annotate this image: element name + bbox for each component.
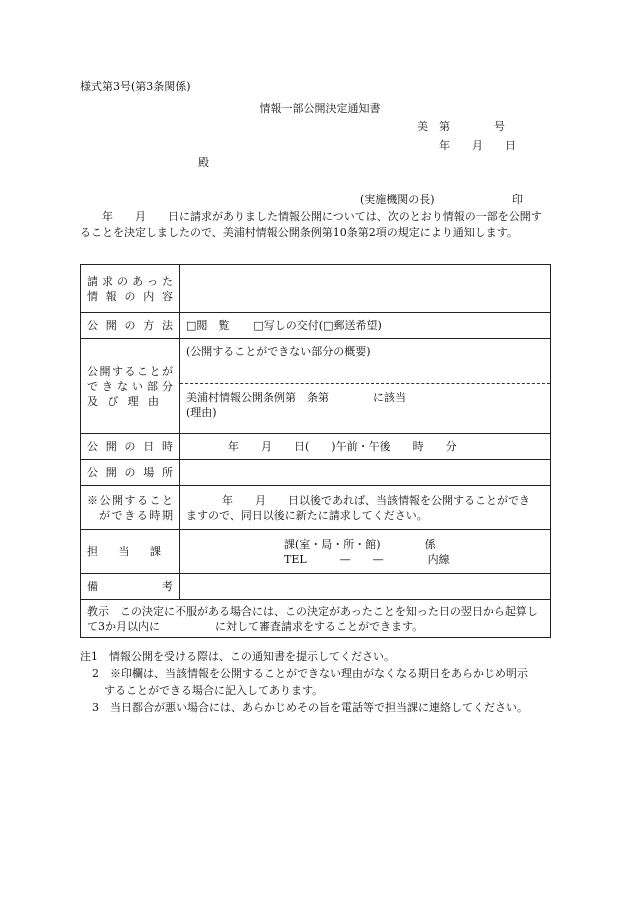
intro-paragraph: 年 月 日に請求がありました情報公開については、次のとおり情報の一部を公開することを決定しましたので、美浦村情報公開条例第10条第2項の規定により通知します。: [80, 210, 542, 239]
row-request-content: [81, 265, 551, 313]
issuer-name: (実施機関の長): [360, 193, 435, 206]
non-disclosable-summary: (公開することができない部分の概要): [186, 345, 371, 358]
value-disclosure-method: [180, 313, 551, 339]
option-viewing-checkbox[interactable]: □閲 覧: [186, 319, 230, 332]
row-disclosure-datetime: [81, 434, 551, 460]
row-disclosure-method: [81, 313, 551, 339]
row-remarks: [81, 574, 551, 600]
ordinance-clause: 美浦村情報公開条例第 条第 に該当: [186, 391, 406, 404]
reason-label: (理由): [186, 406, 217, 419]
footnotes: [80, 648, 560, 716]
note-1: 注1 情報公開を受ける際は、この通知書を提示してください。: [80, 650, 395, 663]
label-disclosure-place: 公開の場所: [81, 460, 180, 486]
label-remarks: 備考: [81, 574, 180, 600]
note-3: 3 当日都合が悪い場合には、あらかじめその旨を電話等で担当課に連絡してください。: [92, 701, 528, 714]
instruction-text: 教示 この決定に不服がある場合には、この決定があったことを知った日の翌日から起算して3か月以内に に対して審査請求をすることができます。: [81, 600, 551, 638]
row-non-disclosable: [81, 339, 551, 434]
row-available-date: [81, 486, 551, 530]
note-2-line-2: することができる場合に記入してあります。: [104, 684, 324, 697]
addressee-suffix: 殿: [198, 156, 209, 169]
value-request-content: [180, 265, 551, 313]
label-request-content: 請求のあった 情報の内容: [81, 265, 180, 313]
label-disclosure-method: 公開の方法: [81, 313, 180, 339]
document-number-field: 美 第 号: [417, 120, 505, 133]
value-remarks: [180, 574, 551, 600]
row-disclosure-place: [81, 460, 551, 486]
row-instruction: [81, 600, 551, 638]
issue-date-field: 年 月 日: [439, 139, 516, 152]
value-disclosure-datetime: 年 月 日( )午前・午後 時 分: [180, 434, 551, 460]
label-contact-section: 担当課: [81, 530, 180, 574]
value-non-disclosable: [180, 339, 551, 434]
label-available-date: ※公開すること ができる時期: [81, 486, 180, 530]
document-title: 情報一部公開決定通知書: [259, 102, 381, 115]
label-disclosure-datetime: 公開の日時: [81, 434, 180, 460]
decision-form-table: [80, 264, 551, 638]
value-disclosure-place: [180, 460, 551, 486]
value-contact-section: 課(室・局・所・館) 係 TEL — — 内線: [180, 530, 551, 574]
label-non-disclosable: 公開することが できない部分 及び理由: [81, 339, 180, 434]
seal-mark: 印: [512, 193, 523, 206]
value-available-date: 年 月 日以後であれば、当該情報を公開することができ ますので、同日以後に新たに請求してください。: [180, 486, 551, 530]
option-copy-checkbox[interactable]: □写しの交付(□郵送希望): [253, 319, 382, 332]
form-number: 様式第3号(第3条関係): [80, 80, 191, 93]
row-contact-section: [81, 530, 551, 574]
note-2-line-1: 2 ※印欄は、当該情報を公開することができない理由がなくなる期日をあらかじめ明示: [92, 667, 528, 680]
